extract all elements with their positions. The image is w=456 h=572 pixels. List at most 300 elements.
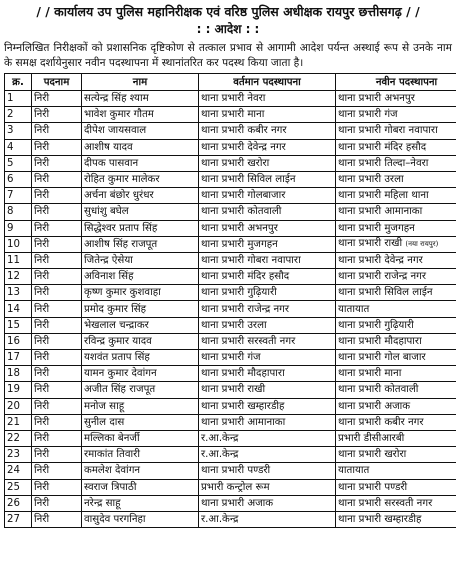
current-posting-cell xyxy=(199,511,336,527)
current-posting-cell xyxy=(199,269,336,285)
designation-cell xyxy=(32,333,82,349)
table-row xyxy=(5,107,456,123)
designation-cell xyxy=(32,495,82,511)
new-posting-cell-text: थाना प्रभारी महिला थाना xyxy=(338,190,429,202)
name-cell xyxy=(82,91,199,107)
current-posting-cell-text: थाना प्रभारी आमानाका xyxy=(201,416,286,428)
col-current-posting: वर्तमान पदस्थापना xyxy=(199,74,336,91)
designation-cell xyxy=(32,414,82,430)
current-posting-cell xyxy=(199,366,336,382)
designation-cell-text: निरी xyxy=(34,109,50,121)
designation-cell-text: निरी xyxy=(34,190,50,202)
current-posting-cell-text: थाना प्रभारी सिविल लाईन xyxy=(201,174,296,186)
name-cell xyxy=(82,285,199,301)
serial-cell-text: 17 xyxy=(7,352,20,364)
name-cell-text: दीपेश जायसवाल xyxy=(84,125,147,137)
serial-cell xyxy=(5,301,32,317)
current-posting-cell-text: थाना प्रभारी खरोरा xyxy=(201,157,270,169)
serial-cell xyxy=(5,252,32,268)
new-posting-cell xyxy=(336,285,456,301)
office-title: / / कार्यालय उप पुलिस महानिरीक्षक एवं वरिष्ठ पुलिस अधीक्षक रायपुर छत्तीसगढ़ / / xyxy=(36,4,420,19)
serial-cell xyxy=(5,495,32,511)
current-posting-cell-text: थाना प्रभारी अभनपुर xyxy=(201,222,278,234)
current-posting-cell xyxy=(199,107,336,123)
designation-cell-text: निरी xyxy=(34,287,50,299)
table-row xyxy=(5,414,456,430)
serial-cell-text: 2 xyxy=(7,109,14,121)
designation-cell xyxy=(32,91,82,107)
current-posting-cell-text: थाना प्रभारी गुढ़ियारी xyxy=(201,287,277,299)
new-posting-cell-text: थाना प्रभारी खरोरा xyxy=(338,449,407,461)
designation-cell-text: निरी xyxy=(34,222,50,234)
designation-cell xyxy=(32,350,82,366)
table-row xyxy=(5,463,456,479)
new-posting-cell xyxy=(336,382,456,398)
current-posting-cell xyxy=(199,171,336,187)
designation-cell xyxy=(32,382,82,398)
intro-paragraph: निम्नलिखित निरीक्षकों को प्रशासनिक दृष्टिकोण से तत्काल प्रभाव से आगामी आदेश पर्यन्त अस्थाई रूप से उनके नाम के समक्ष दर्शायेनुसार नवीन पदस्थापना में स्थानांतरित कर पदस्थ किया जाता है। xyxy=(4,42,452,69)
name-cell xyxy=(82,350,199,366)
designation-cell xyxy=(32,171,82,187)
name-cell-text: रमाकांत तिवारी xyxy=(84,449,140,461)
serial-cell xyxy=(5,382,32,398)
designation-cell xyxy=(32,236,82,252)
name-cell xyxy=(82,301,199,317)
current-posting-cell xyxy=(199,91,336,107)
new-posting-cell xyxy=(336,511,456,527)
table-row xyxy=(5,123,456,139)
name-cell xyxy=(82,269,199,285)
table-row xyxy=(5,139,456,155)
new-posting-cell-text: थाना प्रभारी उरला xyxy=(338,174,404,186)
new-posting-cell-text: यातायात xyxy=(338,465,370,477)
name-cell-text: मल्लिका बेनर्जी xyxy=(84,433,140,445)
serial-cell-text: 12 xyxy=(7,271,20,283)
serial-cell xyxy=(5,414,32,430)
new-posting-cell-text: थाना प्रभारी माना xyxy=(338,368,402,380)
designation-cell-text: निरी xyxy=(34,93,50,105)
new-posting-cell-text: थाना प्रभारी अजाक xyxy=(338,400,411,412)
name-cell xyxy=(82,447,199,463)
designation-cell-text: निरी xyxy=(34,254,50,266)
new-posting-cell xyxy=(336,430,456,446)
new-posting-cell-text: थाना प्रभारी देवेन्द्र नगर xyxy=(338,254,423,266)
name-cell-text: अजीत सिंह राजपूत xyxy=(84,384,156,396)
name-cell-text: प्रमोद कुमार सिंह xyxy=(84,303,147,315)
current-posting-cell-text: थाना प्रभारी माना xyxy=(201,109,265,121)
name-cell xyxy=(82,511,199,527)
name-cell-text: कमलेश देवांगन xyxy=(84,465,141,477)
serial-cell-text: 9 xyxy=(7,222,14,234)
new-posting-cell xyxy=(336,252,456,268)
new-posting-cell-text: थाना प्रभारी आमानाका xyxy=(338,206,423,218)
new-posting-cell xyxy=(336,188,456,204)
table-row xyxy=(5,155,456,171)
name-cell xyxy=(82,463,199,479)
serial-cell xyxy=(5,107,32,123)
new-posting-cell xyxy=(336,366,456,382)
serial-cell-text: 3 xyxy=(7,125,14,137)
col-designation: पदनाम xyxy=(32,74,82,91)
serial-cell-text: 10 xyxy=(7,238,20,250)
name-cell-text: नरेन्द्र साहू xyxy=(84,497,121,509)
serial-cell-text: 11 xyxy=(7,254,20,266)
serial-cell xyxy=(5,139,32,155)
new-posting-cell-text: थाना प्रभारी गोबरा नवापारा xyxy=(338,125,438,137)
new-posting-cell-text: थाना प्रभारी राजेन्द्र नगर xyxy=(338,271,427,283)
table-row xyxy=(5,350,456,366)
serial-cell xyxy=(5,430,32,446)
current-posting-cell-text: थाना प्रभारी कबीर नगर xyxy=(201,125,287,137)
name-cell xyxy=(82,188,199,204)
serial-cell-text: 27 xyxy=(7,513,20,525)
table-row xyxy=(5,479,456,495)
serial-cell xyxy=(5,91,32,107)
table-row xyxy=(5,285,456,301)
new-posting-cell xyxy=(336,236,456,252)
name-cell-text: वासुदेव परगनिहा xyxy=(84,513,146,525)
current-posting-cell xyxy=(199,301,336,317)
designation-cell-text: निरी xyxy=(34,319,50,331)
table-row xyxy=(5,204,456,220)
designation-cell-text: निरी xyxy=(34,206,50,218)
designation-cell xyxy=(32,123,82,139)
designation-cell xyxy=(32,463,82,479)
name-cell xyxy=(82,317,199,333)
new-posting-cell xyxy=(336,447,456,463)
designation-cell-text: निरी xyxy=(34,368,50,380)
order-heading: : : आदेश : : xyxy=(196,22,260,36)
designation-cell xyxy=(32,398,82,414)
designation-cell xyxy=(32,285,82,301)
current-posting-cell xyxy=(199,430,336,446)
new-posting-cell-text: थाना प्रभारी कबीर नगर xyxy=(338,416,424,428)
serial-cell xyxy=(5,220,32,236)
current-posting-cell-text: थाना प्रभारी मंदिर हसौद xyxy=(201,271,290,283)
new-posting-cell-text: थाना प्रभारी खम्हारडीह xyxy=(338,513,422,525)
new-posting-cell-text: थाना प्रभारी अभनपुर xyxy=(338,93,415,105)
table-header-row xyxy=(5,74,456,91)
name-cell-text: रोहित कुमार मालेकर xyxy=(84,174,160,186)
table-row xyxy=(5,398,456,414)
table-row xyxy=(5,366,456,382)
name-cell-text: रविन्द्र कुमार यादव xyxy=(84,335,152,347)
new-posting-cell xyxy=(336,317,456,333)
name-cell-text: यशवंत प्रताप सिंह xyxy=(84,352,150,364)
table-row xyxy=(5,188,456,204)
new-posting-cell-text: थाना प्रभारी पण्डरी xyxy=(338,481,408,493)
serial-cell-text: 15 xyxy=(7,319,20,331)
designation-cell-text: निरी xyxy=(34,125,50,137)
serial-cell-text: 1 xyxy=(7,93,14,105)
table-row xyxy=(5,430,456,446)
new-posting-cell xyxy=(336,495,456,511)
designation-cell-text: निरी xyxy=(34,465,50,477)
current-posting-cell-text: थाना प्रभारी गंज xyxy=(201,352,261,364)
serial-cell xyxy=(5,317,32,333)
table-body xyxy=(5,91,456,528)
name-cell-text: आशीष सिंह राजपूत xyxy=(84,238,158,250)
current-posting-cell xyxy=(199,333,336,349)
current-posting-cell-text: थाना प्रभारी राजेन्द्र नगर xyxy=(201,303,290,315)
designation-cell-text: निरी xyxy=(34,352,50,364)
current-posting-cell-text: थाना प्रभारी अजाक xyxy=(201,497,274,509)
serial-cell-text: 24 xyxy=(7,465,20,477)
current-posting-cell xyxy=(199,479,336,495)
designation-cell-text: निरी xyxy=(34,174,50,186)
serial-cell xyxy=(5,366,32,382)
designation-cell xyxy=(32,301,82,317)
name-cell xyxy=(82,479,199,495)
designation-cell-text: निरी xyxy=(34,513,50,525)
col-serial: क्र. xyxy=(5,74,32,91)
serial-cell-text: 13 xyxy=(7,287,20,299)
designation-cell xyxy=(32,204,82,220)
name-cell xyxy=(82,139,199,155)
designation-cell xyxy=(32,188,82,204)
designation-cell-text: निरी xyxy=(34,433,50,445)
new-posting-cell-text: यातायात xyxy=(338,303,370,315)
current-posting-cell-text: थाना प्रभारी देवेन्द्र नगर xyxy=(201,141,286,153)
serial-cell xyxy=(5,236,32,252)
designation-cell xyxy=(32,366,82,382)
table-row xyxy=(5,317,456,333)
designation-cell-text: निरी xyxy=(34,384,50,396)
new-posting-cell-text: प्रभारी डीसीआरबी xyxy=(338,433,405,445)
serial-cell-text: 7 xyxy=(7,190,14,202)
serial-cell-text: 5 xyxy=(7,157,14,169)
serial-cell xyxy=(5,333,32,349)
current-posting-cell xyxy=(199,463,336,479)
designation-cell xyxy=(32,139,82,155)
current-posting-cell-text: र.आ.केन्द्र xyxy=(201,513,239,525)
serial-cell xyxy=(5,155,32,171)
current-posting-cell xyxy=(199,285,336,301)
name-cell xyxy=(82,171,199,187)
current-posting-cell xyxy=(199,447,336,463)
table-row xyxy=(5,447,456,463)
table-row xyxy=(5,301,456,317)
name-cell xyxy=(82,155,199,171)
designation-cell xyxy=(32,155,82,171)
current-posting-cell xyxy=(199,123,336,139)
serial-cell xyxy=(5,285,32,301)
serial-cell xyxy=(5,463,32,479)
serial-cell-text: 16 xyxy=(7,335,20,347)
table-row xyxy=(5,252,456,268)
current-posting-cell-text: र.आ.केन्द्र xyxy=(201,449,239,461)
new-posting-cell xyxy=(336,139,456,155)
new-posting-cell xyxy=(336,350,456,366)
serial-cell-text: 26 xyxy=(7,497,20,509)
current-posting-cell-text: थाना प्रभारी कोतवाली xyxy=(201,206,282,218)
name-cell xyxy=(82,252,199,268)
serial-cell-text: 23 xyxy=(7,449,20,461)
current-posting-cell xyxy=(199,317,336,333)
serial-cell xyxy=(5,398,32,414)
serial-cell-text: 4 xyxy=(7,141,14,153)
table-row xyxy=(5,236,456,252)
table-row xyxy=(5,269,456,285)
current-posting-cell xyxy=(199,495,336,511)
designation-cell xyxy=(32,252,82,268)
new-posting-cell-text: थाना प्रभारी तिल्दा–नेवरा xyxy=(338,157,429,169)
new-posting-cell xyxy=(336,155,456,171)
name-cell-text: अविनाश सिंह xyxy=(84,271,134,283)
new-posting-cell xyxy=(336,107,456,123)
table-row xyxy=(5,333,456,349)
serial-cell-text: 22 xyxy=(7,433,20,445)
current-posting-cell-text: थाना प्रभारी खम्हारडीह xyxy=(201,400,285,412)
designation-cell xyxy=(32,511,82,527)
name-cell-text: जितेन्द्र ऐसेया xyxy=(84,254,133,266)
name-cell-text: सिद्धेश्वर प्रताप सिंह xyxy=(84,222,158,234)
name-cell-text: मनोज साहू xyxy=(84,400,125,412)
designation-cell-text: निरी xyxy=(34,481,50,493)
new-posting-cell xyxy=(336,171,456,187)
name-cell-text: कृष्ण कुमार कुशवाहा xyxy=(84,287,161,299)
current-posting-cell-text: थाना प्रभारी गोबरा नवापारा xyxy=(201,254,301,266)
name-cell-text: आशीष यादव xyxy=(84,141,133,153)
name-cell xyxy=(82,382,199,398)
name-cell-text: अर्चना बंछोर धुरंधर xyxy=(84,190,154,202)
serial-cell xyxy=(5,188,32,204)
new-posting-cell-text: थाना प्रभारी सरस्वती नगर xyxy=(338,497,433,509)
designation-cell-text: निरी xyxy=(34,449,50,461)
serial-cell-text: 18 xyxy=(7,368,20,380)
current-posting-cell-text: थाना प्रभारी मुजगहन xyxy=(201,238,278,250)
serial-cell-text: 8 xyxy=(7,206,14,218)
designation-cell xyxy=(32,317,82,333)
new-posting-cell-text: थाना प्रभारी सिविल लाईन xyxy=(338,287,433,299)
serial-cell xyxy=(5,350,32,366)
current-posting-cell-text: थाना प्रभारी मौदहापारा xyxy=(201,368,285,380)
current-posting-cell xyxy=(199,414,336,430)
table-row xyxy=(5,171,456,187)
new-posting-cell xyxy=(336,269,456,285)
name-cell xyxy=(82,366,199,382)
transfer-table xyxy=(4,73,456,528)
name-cell xyxy=(82,220,199,236)
new-posting-cell xyxy=(336,333,456,349)
new-posting-cell-text: थाना प्रभारी गुढ़ियारी xyxy=(338,319,414,331)
name-cell xyxy=(82,236,199,252)
designation-cell-text: निरी xyxy=(34,303,50,315)
current-posting-cell-text: थाना प्रभारी सरस्वती नगर xyxy=(201,335,296,347)
current-posting-cell-text: र.आ.केन्द्र xyxy=(201,433,239,445)
name-cell xyxy=(82,333,199,349)
new-posting-cell xyxy=(336,479,456,495)
current-posting-cell-text: थाना प्रभारी गोलबाजार xyxy=(201,190,286,202)
designation-cell-text: निरी xyxy=(34,335,50,347)
current-posting-cell-text: प्रभारी कन्ट्रोल रूम xyxy=(201,481,270,493)
table-row xyxy=(5,511,456,527)
current-posting-cell xyxy=(199,204,336,220)
current-posting-cell xyxy=(199,382,336,398)
col-name: नाम xyxy=(82,74,199,91)
table-row xyxy=(5,91,456,107)
new-posting-cell xyxy=(336,414,456,430)
serial-cell-text: 6 xyxy=(7,174,14,186)
designation-cell xyxy=(32,447,82,463)
designation-cell-text: निरी xyxy=(34,400,50,412)
new-posting-cell-text: थाना प्रभारी राखी xyxy=(338,238,403,250)
designation-cell-text: निरी xyxy=(34,271,50,283)
name-cell xyxy=(82,123,199,139)
name-cell xyxy=(82,414,199,430)
name-cell-text: भेखलाल चन्द्राकर xyxy=(84,319,149,331)
name-cell xyxy=(82,430,199,446)
posting-note: (नया रायपुर) xyxy=(405,240,439,249)
serial-cell xyxy=(5,269,32,285)
current-posting-cell xyxy=(199,350,336,366)
table-row xyxy=(5,382,456,398)
name-cell-text: यामन कुमार देवांगन xyxy=(84,368,157,380)
new-posting-cell-text: थाना प्रभारी गंज xyxy=(338,109,398,121)
current-posting-cell-text: थाना प्रभारी नेवरा xyxy=(201,93,266,105)
serial-cell xyxy=(5,479,32,495)
new-posting-cell xyxy=(336,123,456,139)
designation-cell xyxy=(32,107,82,123)
serial-cell-text: 19 xyxy=(7,384,20,396)
name-cell-text: स्वराज त्रिपाठी xyxy=(84,481,137,493)
designation-cell xyxy=(32,220,82,236)
new-posting-cell xyxy=(336,91,456,107)
name-cell-text: दीपक पासवान xyxy=(84,157,139,169)
serial-cell-text: 21 xyxy=(7,416,20,428)
current-posting-cell xyxy=(199,220,336,236)
current-posting-cell xyxy=(199,155,336,171)
col-new-posting: नवीन पदस्थापना xyxy=(336,74,456,91)
designation-cell xyxy=(32,269,82,285)
designation-cell-text: निरी xyxy=(34,416,50,428)
current-posting-cell-text: थाना प्रभारी राखी xyxy=(201,384,266,396)
new-posting-cell-text: थाना प्रभारी गोल बाजार xyxy=(338,352,426,364)
new-posting-cell-text: थाना प्रभारी मंदिर हसौद xyxy=(338,141,427,153)
current-posting-cell xyxy=(199,139,336,155)
designation-cell-text: निरी xyxy=(34,157,50,169)
designation-cell xyxy=(32,479,82,495)
current-posting-cell xyxy=(199,398,336,414)
name-cell-text: सुनील दास xyxy=(84,416,125,428)
name-cell xyxy=(82,495,199,511)
serial-cell xyxy=(5,171,32,187)
serial-cell xyxy=(5,123,32,139)
table-row xyxy=(5,220,456,236)
new-posting-cell xyxy=(336,301,456,317)
new-posting-cell-text: थाना प्रभारी मौदहापारा xyxy=(338,335,422,347)
current-posting-cell-text: थाना प्रभारी पण्डरी xyxy=(201,465,271,477)
current-posting-cell xyxy=(199,188,336,204)
designation-cell-text: निरी xyxy=(34,497,50,509)
new-posting-cell xyxy=(336,204,456,220)
serial-cell xyxy=(5,511,32,527)
serial-cell-text: 14 xyxy=(7,303,20,315)
serial-cell-text: 20 xyxy=(7,400,20,412)
serial-cell-text: 25 xyxy=(7,481,20,493)
name-cell xyxy=(82,398,199,414)
name-cell-text: सत्येन्द्र सिंह श्याम xyxy=(84,93,149,105)
new-posting-cell-text: थाना प्रभारी मुजगहन xyxy=(338,222,415,234)
new-posting-cell xyxy=(336,463,456,479)
name-cell-text: सुधांशु बघेल xyxy=(84,206,129,218)
current-posting-cell xyxy=(199,236,336,252)
designation-cell xyxy=(32,430,82,446)
new-posting-cell-text: थाना प्रभारी कोतवाली xyxy=(338,384,419,396)
designation-cell-text: निरी xyxy=(34,141,50,153)
name-cell-text: भावेश कुमार गौतम xyxy=(84,109,154,121)
new-posting-cell xyxy=(336,220,456,236)
